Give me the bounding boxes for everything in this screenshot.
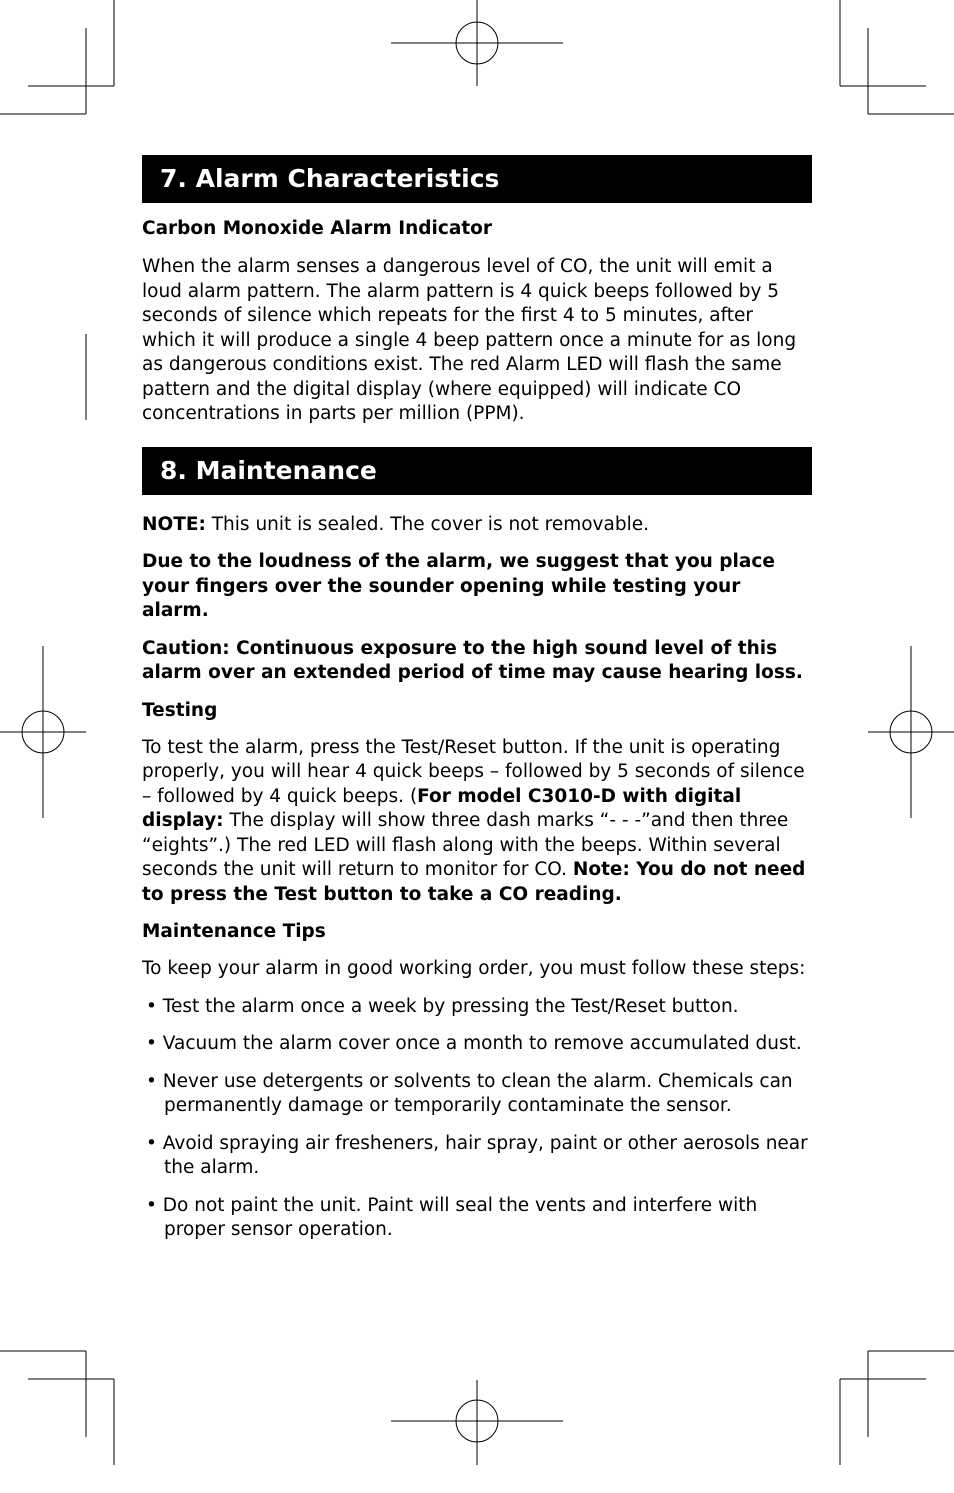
- testing-model-note: For model C3010-D with digital display:: [142, 785, 742, 831]
- testing-text-1: To test the alarm, press the Test/Reset button. If the unit is operating properly, you will hear 4 quick beeps – followed by 5 seconds of silence – followed by 4 quick beeps. (: [142, 736, 805, 807]
- tip-item: • Do not paint the unit. Paint will seal the vents and interfere with proper sensor operation.: [146, 1194, 758, 1240]
- co-alarm-indicator-heading: Carbon Monoxide Alarm Indicator: [142, 218, 493, 239]
- note-paragraph: [142, 513, 812, 538]
- tip-item: • Avoid spraying air fresheners, hair spray, paint or other aerosols near the alarm.: [146, 1132, 808, 1178]
- maintenance-tips-intro: To keep your alarm in good working order, you must follow these steps:: [142, 958, 806, 979]
- tip-item: • Test the alarm once a week by pressing the Test/Reset button.: [146, 995, 739, 1017]
- manual-page-content: [142, 155, 812, 1243]
- loudness-warning: Due to the loudness of the alarm, we suggest that you place your fingers over the sounder opening while testing your alarm.: [142, 551, 775, 621]
- note-label: NOTE:: [142, 513, 206, 535]
- testing-reading-note: Note: You do not need to press the Test button to take a CO reading.: [142, 859, 806, 905]
- section-8-heading: 8. Maintenance: [142, 447, 812, 495]
- testing-text-2: The display will show three dash marks “- - -”and then three “eights”.) The red LED will flash along with the beeps. Within several seconds the unit will return to monitor for CO.: [142, 810, 789, 880]
- testing-paragraph: [142, 736, 812, 908]
- maintenance-tips-heading: Maintenance Tips: [142, 921, 326, 942]
- section-7-heading: 7. Alarm Characteristics: [142, 155, 812, 203]
- testing-heading: Testing: [142, 699, 218, 721]
- hearing-loss-caution: Caution: Continuous exposure to the high sound level of this alarm over an extended period of time may cause hearing loss.: [142, 637, 803, 683]
- tip-item: • Vacuum the alarm cover once a month to remove accumulated dust.: [146, 1033, 802, 1054]
- alarm-pattern-paragraph: When the alarm senses a dangerous level of CO, the unit will emit a loud alarm pattern. The alarm pattern is 4 quick beeps followed by 5 seconds of silence which repeats for the first 4 to 5 minutes, after which it will produce a single 4 beep pattern once a minute for as long as dangerous conditions exist. The red Alarm LED will flash the same pattern and the digital display (where equipped) will indicate CO concentrations in parts per million (PPM).: [142, 256, 797, 424]
- tip-item: • Never use detergents or solvents to clean the alarm. Chemicals can permanently damage or temporarily contaminate the sensor.: [146, 1070, 793, 1116]
- note-text: This unit is sealed. The cover is not removable.: [205, 513, 649, 535]
